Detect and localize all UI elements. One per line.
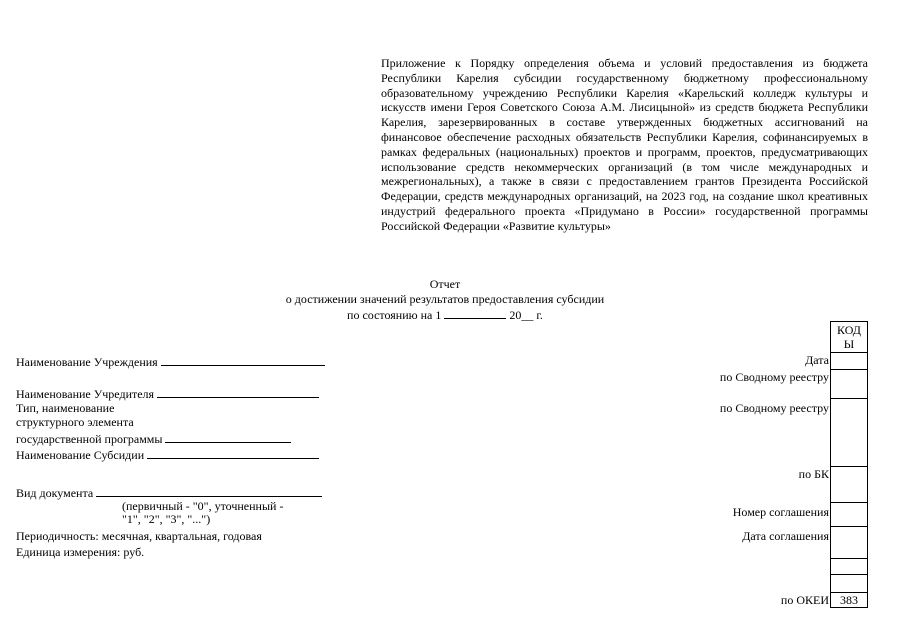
- type-label-line1: Тип, наименование: [16, 401, 115, 415]
- institution-field[interactable]: [161, 354, 325, 366]
- code-cell-agreement-date[interactable]: [830, 526, 868, 559]
- codes-date-label: Дата: [805, 353, 829, 367]
- founder-row: [16, 386, 319, 401]
- codes-bk-label: по БК: [798, 467, 829, 481]
- report-date-prefix: по состоянию на 1: [347, 308, 442, 322]
- code-cell-registry-2[interactable]: [830, 398, 868, 467]
- code-cell-registry-1[interactable]: [830, 369, 868, 399]
- code-cell-agreement-number[interactable]: [830, 502, 868, 527]
- doc-type-hint-line2: "1", "2", "3", "..."): [122, 512, 211, 526]
- code-cell-date[interactable]: [830, 352, 868, 370]
- report-date: [0, 307, 890, 322]
- program-field[interactable]: [165, 431, 291, 443]
- report-date-year: 20__ г.: [509, 308, 543, 322]
- codes-registry-label-1: по Сводному реестру: [719, 370, 829, 384]
- code-cell-bk[interactable]: [830, 466, 868, 503]
- doc-type-label: Вид документа: [16, 486, 94, 500]
- report-title: Отчет: [429, 277, 461, 291]
- institution-row: [16, 354, 325, 369]
- periodicity-text: Периодичность: месячная, квартальная, годовая: [16, 529, 262, 543]
- subsidy-row: [16, 447, 319, 462]
- report-date-day-field[interactable]: [444, 307, 506, 319]
- subsidy-label: Наименование Субсидии: [16, 448, 145, 462]
- type-row: [16, 431, 291, 446]
- doc-type-hint-line1: (первичный - "0", уточненный -: [122, 499, 284, 513]
- report-subtitle: о достижении значений результатов предоставления субсидии: [285, 292, 605, 306]
- doc-type-field[interactable]: [96, 485, 322, 497]
- doc-type-row: [16, 485, 322, 500]
- codes-header: КОДЫ: [830, 321, 868, 353]
- code-cell-extra-2[interactable]: [830, 574, 868, 593]
- code-cell-extra-1[interactable]: [830, 558, 868, 575]
- codes-okei-label: по ОКЕИ: [780, 593, 829, 607]
- appendix-text: Приложение к Порядку определения объема и условий предоставления из бюджета Республики Карелия субсидии государственному бюджетному профессиональному образовательному учреждению Республики Карелия «Карельский колледж культуры и искусств имени Героя Советского Союза А.М. Лисицыной» из средств бюджета Республики Карелия, зарезервированных в составе утвержденных бюджетных ассигнований на финансовое обеспечение расходных обязательств Республики Карелия, софинансируемых в рамках федеральных (национальных) проектов и программ, проектов, предусматривающих использование средств некоммерческих организаций (в том числе международных и межрегиональных), а также в связи с предоставлением грантов Президента Российской Федерации, средств международных организаций, на 2023 год, на создание школ креативных индустрий федерального проекта «Придумано в России» государственной программы Российской Федерации «Развитие культуры»: [381, 56, 868, 233]
- codes-agreement-number-label: Номер соглашения: [732, 505, 829, 519]
- institution-label: Наименование Учреждения: [16, 355, 158, 369]
- founder-field[interactable]: [157, 386, 319, 398]
- unit-text: Единица измерения: руб.: [16, 545, 145, 559]
- type-label-line2: структурного элемента: [16, 415, 134, 429]
- subsidy-field[interactable]: [147, 447, 319, 459]
- founder-label: Наименование Учредителя: [16, 387, 155, 401]
- codes-registry-label-2: по Сводному реестру: [719, 401, 829, 415]
- type-label-line3: государственной программы: [16, 432, 163, 446]
- codes-agreement-date-label: Дата соглашения: [742, 529, 829, 543]
- code-cell-okei: 383: [830, 592, 868, 608]
